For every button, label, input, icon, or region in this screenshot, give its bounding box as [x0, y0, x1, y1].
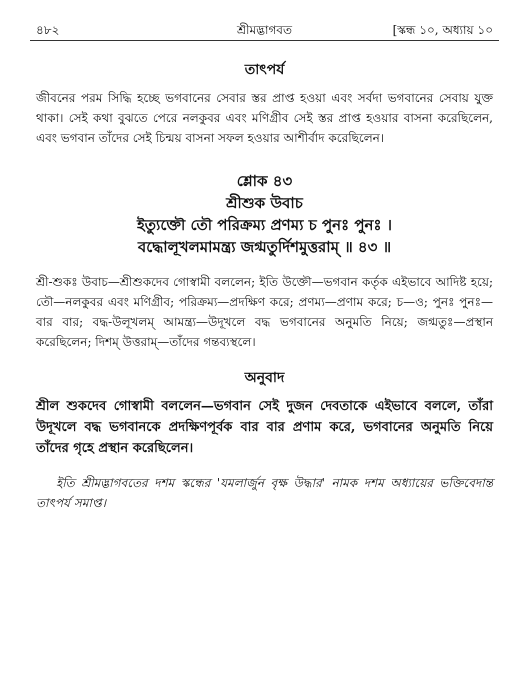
header-rule	[30, 40, 499, 41]
chapter-closing: ইতি শ্রীমদ্ভাগবতের দশম স্কন্ধের 'যমলার্জুন বৃক্ষ উদ্ধার' নামক দশম অধ্যায়ের ভক্তিবেদান্ত তাৎপর্য সমাপ্ত।	[36, 476, 493, 510]
running-header	[36, 22, 493, 40]
purport-text: জীবনের পরম সিদ্ধি হচ্ছে ভগবানের সেবার স্তর প্রাপ্ত হওয়া এবং সর্বদা ভগবানের সেবায় যুক্ত থাকা। সেই কথা বুঝতে পেরে নলকুবর এবং মণিগ্রীব সেই স্তর প্রাপ্ত হওয়ার বাসনা করেছিলেন, এবং ভগবান তাঁদের সেই চিন্ময় বাসনা সফল হওয়ার আশীর্বাদ করেছিলেন।	[36, 91, 493, 145]
page-content	[36, 58, 493, 513]
verse-number: শ্লোক ৪৩	[236, 172, 293, 190]
translation-heading: অনুবাদ	[244, 370, 285, 386]
chapter-reference: [স্কন্ধ ১০, অধ্যায় ১০	[392, 23, 493, 37]
translation-text: শ্রীল শুকদেব গোস্বামী বললেন—ভগবান সেই দুজন দেবতাকে এইভাবে বললে, তাঁরা উদূখলে বদ্ধ ভগবানকে প্রদক্ষিণপূর্বক বার বার প্রণাম করে, ভগবানের অনুমতি নিয়ে তাঁদের গৃহে প্রস্থান করেছিলেন।	[36, 399, 493, 456]
verse-line-2: বদ্ধোলূখলমামন্ত্র্য জগ্মতুর্দিশমুত্তরাম্ ॥ ৪৩ ॥	[137, 238, 392, 256]
book-title: শ্রীমদ্ভাগবত	[236, 23, 292, 37]
purport-heading: তাৎপর্য	[244, 62, 285, 78]
synonyms-text: শ্রী-শুকঃ উবাচ—শ্রীশুকদেব গোস্বামী বললেন; ইতি উক্তৌ—ভগবান কর্তৃক এইভাবে আদিষ্ট হয়ে; তৌ—নলকুবর এবং মণিগ্রীব; পরিক্রম্য—প্রদক্ষিণ করে; প্রণম্য—প্রণাম করে; চ—ও; পুনঃ পুনঃ—বার বার; বদ্ধ-উলূখলম্ আমন্ত্র্য—উদূখলে বদ্ধ ভগবানের অনুমতি নিয়ে; জগ্মতুঃ—প্রস্থান করেছিলেন; দিশম্ উত্তরাম্—তাঁদের গন্তব্যস্থলে।	[36, 275, 493, 349]
verse-speaker: শ্রীশুক উবাচ	[226, 194, 303, 212]
verse-line-1: ইত্যুক্তৌ তৌ পরিক্রম্য প্রণম্য চ পুনঃ পুনঃ ।	[136, 216, 393, 234]
page-number: ৪৮২	[36, 23, 60, 37]
